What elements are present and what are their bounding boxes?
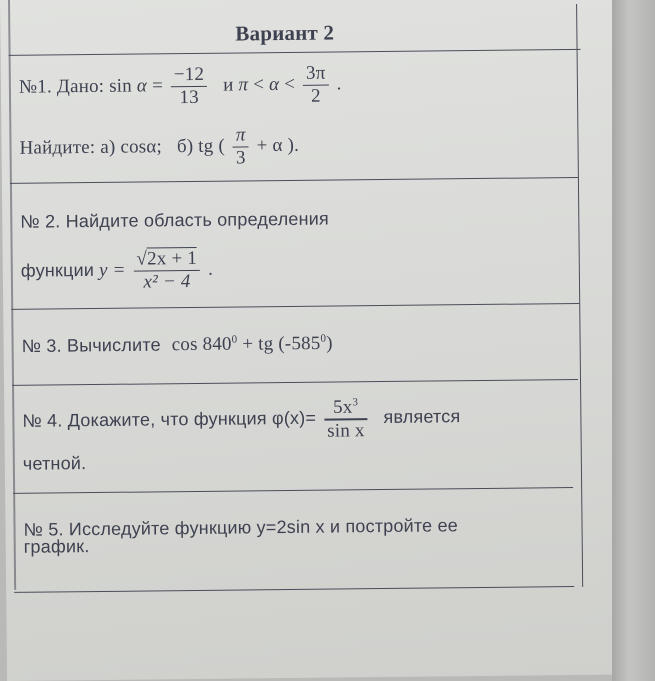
- task1-find: Найдите: а) cosα;: [19, 136, 163, 159]
- row-divider: [10, 177, 578, 184]
- table-right-border: [576, 4, 583, 587]
- task1-sin: sin: [109, 75, 133, 97]
- task1-num: №1.: [18, 76, 53, 98]
- task3-cos: cos 840: [171, 333, 232, 356]
- task2-frac-num: [133, 248, 200, 271]
- task1-frac3-num: π: [235, 124, 246, 146]
- task5-line1: № 5. Исследуйте функцию y=2sin x и постройте ее: [23, 515, 459, 540]
- task2-y-eq: y =: [98, 259, 126, 281]
- task4-text: № 4. Докажите, что функция φ(x)=: [22, 407, 317, 431]
- task1-paren-open: (: [218, 135, 226, 157]
- task4-line2: четной.: [22, 453, 87, 474]
- task1-fraction2: [303, 63, 329, 108]
- row-divider: [13, 487, 573, 494]
- task4-line1: [22, 395, 460, 445]
- task2-end: .: [208, 258, 214, 280]
- row-divider: [14, 586, 574, 593]
- task1-and: и: [223, 74, 234, 96]
- task4-frac-den: sin x: [327, 419, 365, 442]
- row-divider: [12, 379, 578, 386]
- task3-close: ): [326, 332, 333, 354]
- task3-tg: + tg (-585: [242, 332, 321, 355]
- task4-num-exp: 3: [352, 396, 359, 409]
- task1-dot: .: [336, 73, 342, 95]
- task2-line2: [21, 248, 214, 295]
- variant-title: Вариант 2: [235, 20, 335, 46]
- task3-deg2: 0: [320, 332, 327, 345]
- task2-prefix: функции: [20, 259, 95, 281]
- task1-find-b: б) tg: [176, 135, 214, 158]
- task1-fraction: [171, 64, 208, 109]
- task2-radicand: 2x + 1: [147, 247, 198, 270]
- row-divider: [9, 49, 581, 56]
- task1-pi: π: [238, 74, 249, 96]
- task1-line2: [19, 124, 299, 172]
- task1-lt1: <: [253, 74, 265, 96]
- table-left-border: [8, 0, 16, 590]
- task1-frac2-den: 2: [310, 85, 321, 107]
- sqrt-icon: √: [136, 248, 148, 270]
- task4-after: является: [383, 406, 461, 428]
- task4-frac-num: [330, 396, 361, 418]
- task1-frac2-num: 3π: [305, 62, 326, 84]
- task1-paren-close: ).: [287, 134, 300, 156]
- task1-alpha-b: α: [268, 73, 280, 96]
- row-divider: [11, 303, 579, 310]
- task2-line1: № 2. Найдите область определения: [20, 208, 330, 232]
- task1-fraction3: [233, 124, 249, 169]
- task3-text: № 3. Вычислите: [21, 334, 161, 357]
- task1-frac-den: 13: [179, 87, 199, 109]
- task2-fraction: [133, 248, 200, 294]
- task1-frac-num: −12: [173, 63, 205, 86]
- task1-alpha: α: [136, 75, 148, 97]
- task1-given: Дано:: [56, 75, 105, 98]
- task1-plus-alpha: + α: [256, 134, 283, 157]
- task1-frac3-den: 3: [235, 147, 246, 169]
- task2-frac-den: x² − 4: [143, 271, 191, 293]
- task4-num-base: 5x: [332, 396, 353, 418]
- task4-fraction: [324, 396, 368, 442]
- task5-line2: график.: [23, 536, 90, 557]
- task1-lt2: <: [284, 73, 296, 95]
- page-edge-shadow: [612, 0, 655, 681]
- task3-deg1: 0: [231, 333, 238, 346]
- task1-eq: =: [151, 75, 164, 97]
- task1-line1: [19, 62, 342, 110]
- task3-line: [22, 333, 333, 359]
